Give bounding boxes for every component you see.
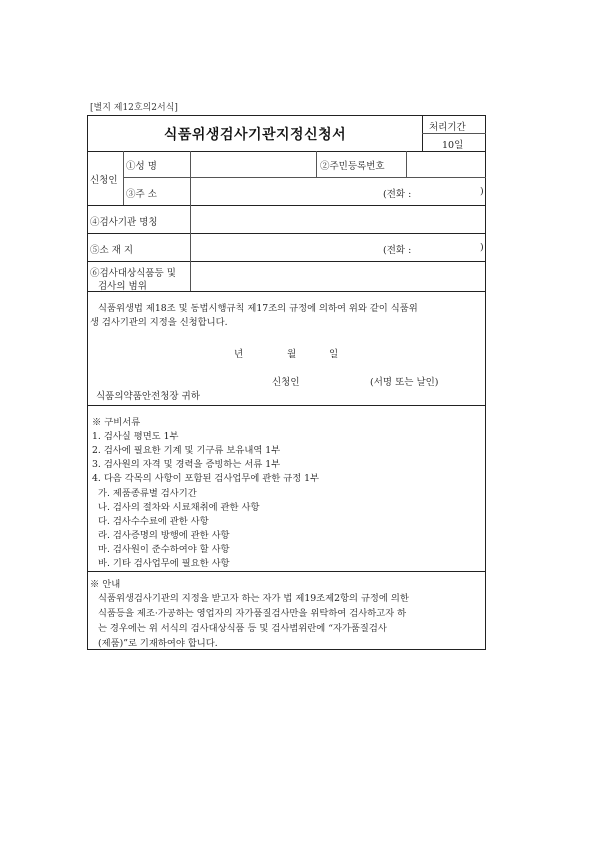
document-subitem: 라. 검사증명의 방행에 관한 사항	[98, 530, 230, 541]
signer-label: 신청인	[272, 377, 300, 388]
recipient: 식품의약품안전청장 귀하	[96, 391, 200, 402]
processing-value: 10일	[442, 140, 464, 151]
declaration-line1: 식품위생법 제18조 및 동법시행규칙 제17조의 규정에 의하여 위와 같이 식품위	[98, 303, 418, 314]
notice-line3: 는 경우에는 위 서식의 검사대상식품 등 및 검사범위란에 “자가품질검사	[98, 623, 387, 634]
document-subitem: 가. 제품종류별 검사기간	[98, 488, 197, 499]
date-day: 일	[329, 349, 339, 360]
signature-label: (서명 또는 날인)	[370, 377, 439, 388]
documents-heading: ※ 구비서류	[92, 417, 141, 428]
applicant-phone-close: )	[480, 186, 484, 197]
form-title: 식품위생검사기관지정신청서	[163, 127, 347, 143]
date-year: 년	[234, 349, 244, 360]
document-subitem: 다. 검사수수료에 관한 사항	[98, 516, 209, 527]
location-label: ⑤소 재 지	[90, 245, 134, 256]
name-label: ①성 명	[126, 161, 157, 172]
rrn-col-line-right	[406, 151, 407, 177]
processing-label: 처리기간	[429, 122, 466, 133]
scope-label-line2: 검사의 범위	[98, 281, 147, 292]
notice-line4: (제품)”로 기재하여야 합니다.	[98, 638, 218, 649]
document-item: 3. 검사원의 자격 및 경력을 증빙하는 서류 1부	[92, 459, 281, 470]
notice-heading: ※ 안내	[90, 579, 121, 590]
address-label: ③주 소	[126, 189, 157, 200]
row-line-3	[87, 205, 486, 206]
applicant-phone-label: (전화 :	[383, 189, 412, 200]
document-subitem: 바. 기타 검사업무에 필요한 사항	[98, 558, 230, 569]
row-line-2	[123, 177, 486, 178]
document-subitem: 마. 검사원이 준수하여야 할 사항	[98, 544, 230, 555]
row-line-7	[87, 405, 486, 406]
form-reference: [별지 제12호의2서식]	[90, 103, 178, 113]
row-line-8	[87, 571, 486, 572]
rrn-label: ②주민등록번호	[320, 161, 385, 172]
scope-col-line	[190, 261, 191, 291]
document-item: 4. 다음 각목의 사항이 포함된 검사업무에 관한 규정 1부	[92, 473, 320, 484]
location-phone-close: )	[480, 242, 484, 253]
scope-label-line1: ⑥검사대상식품등 및	[90, 268, 176, 279]
date-month: 월	[287, 349, 297, 360]
applicant-label: 신청인	[90, 175, 118, 186]
applicant-col-line	[123, 151, 124, 205]
declaration-line2: 생 검사기관의 지정을 신청합니다.	[90, 317, 228, 328]
institution-name-label: ④검사기관 명칭	[90, 217, 158, 228]
notice-line2: 식품등을 제조·가공하는 영업자의 자가품질검사만을 위탁하여 검사하고자 하	[98, 608, 407, 619]
document-subitem: 나. 검사의 절차와 시료채취에 관한 사항	[98, 502, 260, 513]
document-item: 1. 검사실 평면도 1부	[92, 431, 179, 442]
row-line-4	[87, 233, 486, 234]
label-col-line	[190, 151, 191, 261]
row-line-5	[87, 261, 486, 262]
location-phone-label: (전화 :	[383, 245, 412, 256]
document-item: 2. 검사에 필요한 기계 및 기구류 보유내역 1부	[92, 445, 281, 456]
notice-line1: 식품위생검사기관의 지정을 받고자 하는 자가 법 제19조제2항의 규정에 의한	[98, 593, 409, 604]
rrn-col-line-left	[316, 151, 317, 177]
processing-divider	[422, 133, 486, 134]
row-line-1	[87, 151, 486, 152]
